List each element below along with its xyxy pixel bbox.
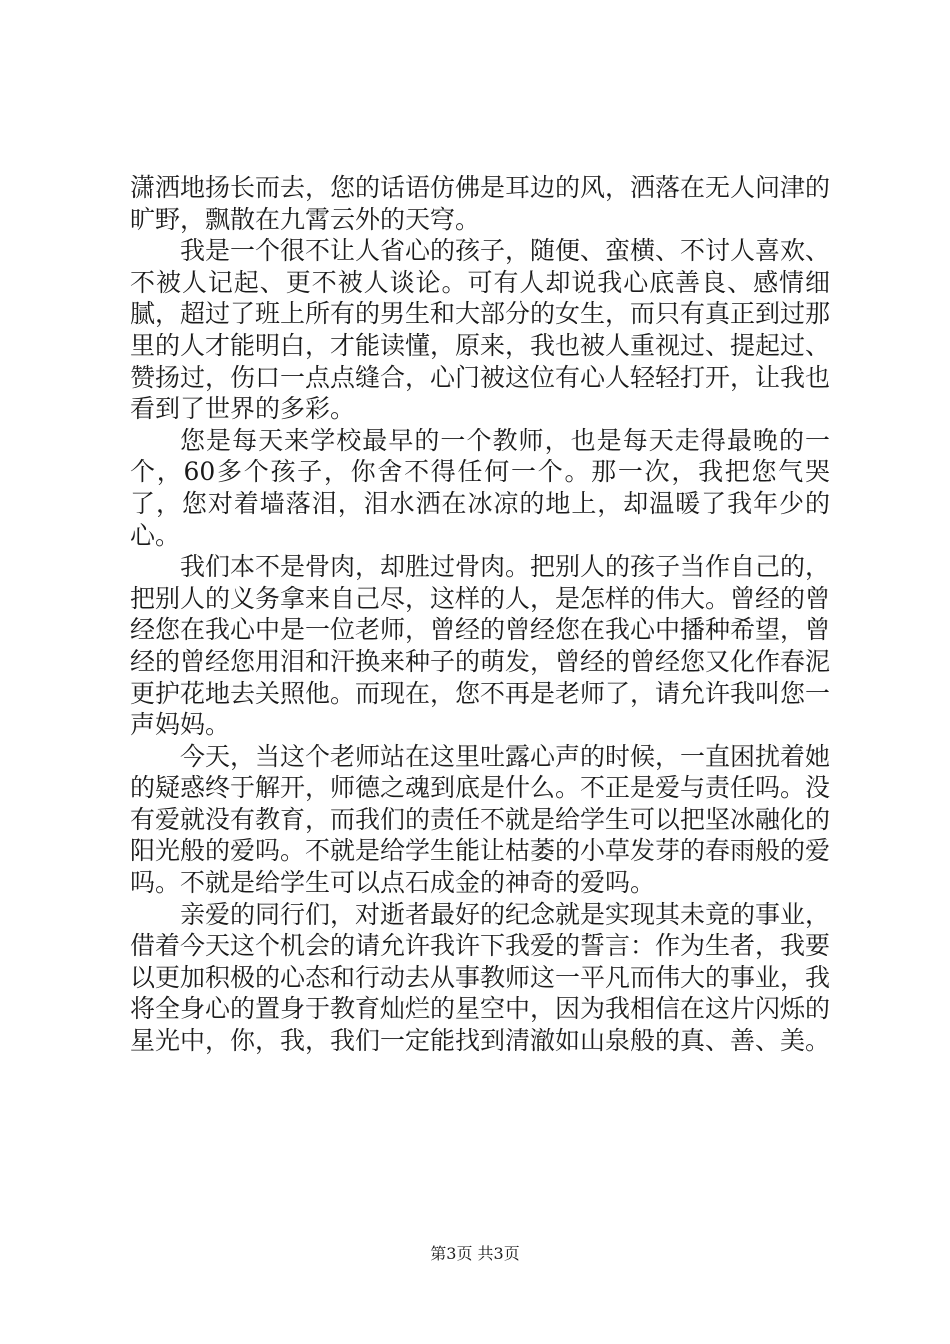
paragraph-continuation: 潇洒地扬长而去，您的话语仿佛是耳边的风，洒落在无人问津的旷野，飘散在九霄云外的天穹。 (130, 173, 831, 234)
paragraph: 亲爱的同行们，对逝者最好的纪念就是实现其未竟的事业，借着今天这个机会的请允许我许下我爱的誓言：作为生者，我要以更加积极的心态和行动去从事教师这一平凡而伟大的事业，我将全身心的置身于教育灿烂的星空中，因为我相信在这片闪烁的星光中，你，我，我们一定能找到清澈如山泉般的真、善、美。 (130, 899, 831, 1056)
paragraph: 我是一个很不让人省心的孩子，随便、蛮横、不讨人喜欢、不被人记起、更不被人谈论。可有人却说我心底善良、感情细腻，超过了班上所有的男生和大部分的女生，而只有真正到过那里的人才能明白，才能读懂，原来，我也被人重视过、提起过、赞扬过，伤口一点点缝合，心门被这位有心人轻轻打开，让我也看到了世界的多彩。 (130, 236, 831, 424)
paragraph: 今天，当这个老师站在这里吐露心声的时候，一直困扰着她的疑惑终于解开，师德之魂到底是什么。不正是爱与责任吗。没有爱就没有教育，而我们的责任不就是给学生可以把坚冰融化的阳光般的爱吗。不就是给学生能让枯萎的小草发芽的春雨般的爱吗。不就是给学生可以点石成金的神奇的爱吗。 (130, 741, 831, 898)
paragraph: 您是每天来学校最早的一个教师，也是每天走得最晚的一个，60多个孩子，你舍不得任何一个。那一次，我把您气哭了，您对着墙落泪，泪水洒在冰凉的地上，却温暖了我年少的心。 (130, 425, 830, 550)
paragraph: 我们本不是骨肉，却胜过骨肉。把别人的孩子当作自己的，把别人的义务拿来自己尽，这样的人，是怎样的伟大。曾经的曾经您在我心中是一位老师，曾经的曾经您在我心中播种希望，曾经的曾经您用泪和汗换来种子的萌发，曾经的曾经您又化作春泥更护花地去关照他。而现在，您不再是老师了，请允许我叫您一声妈妈。 (130, 552, 831, 740)
document-body (130, 172, 830, 1057)
page-number-footer: 第3页 共3页 (430, 1244, 520, 1263)
